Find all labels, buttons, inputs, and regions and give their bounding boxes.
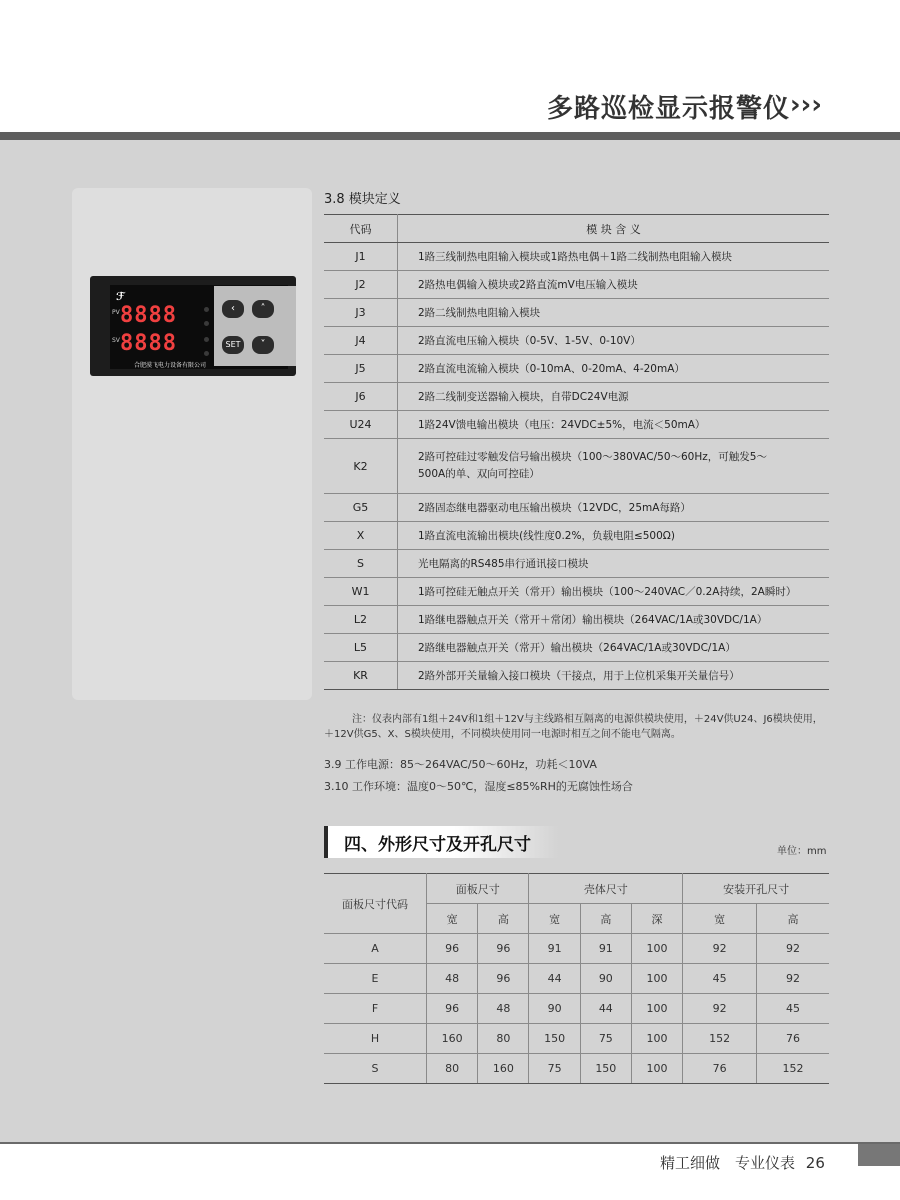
status-led-icon	[204, 351, 209, 356]
module-desc: 2路直流电流输入模块（0-10mA、0-20mA、4-20mA）	[398, 355, 830, 383]
table-cell: 92	[683, 934, 757, 964]
sub-header: 高	[757, 904, 829, 934]
chevron-down-icon: ˅	[252, 336, 274, 354]
table-cell: H	[324, 1024, 427, 1054]
table-cell: 44	[529, 964, 580, 994]
pv-label: PV	[112, 309, 120, 316]
table-cell: 152	[757, 1054, 829, 1084]
dimension-table	[324, 873, 829, 1084]
sub-header: 宽	[427, 904, 478, 934]
device-keypad	[214, 286, 296, 366]
table-cell: 91	[529, 934, 580, 964]
status-led-icon	[204, 321, 209, 326]
column-header-meaning: 模 块 含 义	[398, 215, 830, 243]
table-row	[324, 578, 829, 606]
table-row	[324, 439, 829, 494]
module-code: S	[324, 550, 398, 578]
page-number: 26	[805, 1154, 825, 1172]
table-cell: 45	[757, 994, 829, 1024]
module-desc: 1路可控硅无触点开关（常开）输出模块（100～240VAC／0.2A持续，2A瞬时）	[398, 578, 830, 606]
table-cell: 75	[580, 1024, 631, 1054]
unit-label: 单位：mm	[777, 846, 827, 857]
table-cell: 100	[631, 1054, 682, 1084]
table-cell: 44	[580, 994, 631, 1024]
table-cell: 96	[478, 934, 529, 964]
table-cell: 150	[529, 1024, 580, 1054]
table-row	[324, 634, 829, 662]
module-desc: 2路继电器触点开关（常开）输出模块（264VAC/1A或30VDC/1A）	[398, 634, 830, 662]
module-desc: 2路固态继电器驱动电压输出模块（12VDC，25mA每路）	[398, 494, 830, 522]
module-desc: 2路二线制热电阻输入模块	[398, 299, 830, 327]
module-desc: 2路热电偶输入模块或2路直流mV电压输入模块	[398, 271, 830, 299]
table-row	[324, 1024, 829, 1054]
module-desc: 2路外部开关量输入接口模块（干接点，用于上位机采集开关量信号）	[398, 662, 830, 690]
column-header-code: 面板尺寸代码	[324, 874, 427, 934]
table-cell: 96	[427, 994, 478, 1024]
table-row	[324, 494, 829, 522]
table-row	[324, 994, 829, 1024]
header-divider	[0, 132, 900, 140]
chevron-right-icon: ›››	[789, 90, 822, 120]
table-cell: 80	[427, 1054, 478, 1084]
set-key: SET	[222, 336, 244, 354]
table-row	[324, 327, 829, 355]
table-cell: 76	[683, 1054, 757, 1084]
module-code: J5	[324, 355, 398, 383]
module-code: L2	[324, 606, 398, 634]
sub-header: 宽	[529, 904, 580, 934]
table-cell: 96	[427, 934, 478, 964]
group-header-cutout: 安装开孔尺寸	[683, 874, 829, 904]
module-code: K2	[324, 439, 398, 494]
table-cell: 100	[631, 934, 682, 964]
table-row	[324, 550, 829, 578]
logo-icon: ℱ	[116, 290, 125, 303]
footer-divider	[0, 1142, 900, 1144]
device-brand: 合肥漠飞电力设备有限公司	[134, 362, 207, 369]
table-row	[324, 964, 829, 994]
module-desc: 光电隔离的RS485串行通讯接口模块	[398, 550, 830, 578]
table-row	[324, 355, 829, 383]
module-code: U24	[324, 411, 398, 439]
module-code: G5	[324, 494, 398, 522]
status-led-icon	[204, 337, 209, 342]
sub-header: 深	[631, 904, 682, 934]
table-cell: 75	[529, 1054, 580, 1084]
sub-header: 宽	[683, 904, 757, 934]
table-cell: 160	[427, 1024, 478, 1054]
table-cell: 91	[580, 934, 631, 964]
table-cell: 100	[631, 964, 682, 994]
table-row	[324, 662, 829, 690]
table-cell: S	[324, 1054, 427, 1084]
power-spec: 3.9 工作电源：85～264VAC/50～60Hz，功耗＜10VA	[324, 758, 597, 771]
module-desc: 1路继电器触点开关（常开＋常闭）输出模块（264VAC/1A或30VDC/1A）	[398, 606, 830, 634]
sv-digits: 8888	[120, 331, 177, 356]
group-header-panel: 面板尺寸	[427, 874, 529, 904]
module-code: W1	[324, 578, 398, 606]
module-code: L5	[324, 634, 398, 662]
product-photo	[72, 188, 312, 700]
dimension-section-title: 四、外形尺寸及开孔尺寸	[344, 835, 531, 855]
table-cell: A	[324, 934, 427, 964]
table-cell: E	[324, 964, 427, 994]
table-cell: 48	[427, 964, 478, 994]
table-cell: 160	[478, 1054, 529, 1084]
table-cell: 92	[757, 934, 829, 964]
table-row	[324, 411, 829, 439]
table-cell: 152	[683, 1024, 757, 1054]
group-header-shell: 壳体尺寸	[529, 874, 683, 904]
pv-digits: 8888	[120, 303, 177, 328]
module-desc: 2路直流电压输入模块（0-5V、1-5V、0-10V）	[398, 327, 830, 355]
module-desc: 1路三线制热电阻输入模块或1路热电偶＋1路二线制热电阻输入模块	[398, 243, 830, 271]
module-desc: 2路二线制变送器输入模块，自带DC24V电源	[398, 383, 830, 411]
table-cell: 45	[683, 964, 757, 994]
table-row	[324, 383, 829, 411]
module-desc: 1路24V馈电输出模块（电压：24VDC±5%，电流＜50mA）	[398, 411, 830, 439]
column-header-code: 代码	[324, 215, 398, 243]
module-code: J3	[324, 299, 398, 327]
module-note: 注：仪表内部有1组＋24V和1组＋12V与主线路相互隔离的电源供模块使用，＋24V供U24、J6模块使用，＋12V供G5、X、S模块使用，不同模块使用同一电源时相互之间不能电气隔离。	[324, 714, 823, 740]
table-cell: 92	[757, 964, 829, 994]
module-desc: 1路直流电流输出模块(线性度0.2%，负载电阻≤500Ω)	[398, 522, 830, 550]
table-row	[324, 522, 829, 550]
table-row	[324, 271, 829, 299]
table-cell: 100	[631, 1024, 682, 1054]
footer-slogan: 精工细做 专业仪表 26	[660, 1154, 825, 1172]
table-cell: 100	[631, 994, 682, 1024]
module-table	[324, 214, 829, 690]
table-cell: 80	[478, 1024, 529, 1054]
sub-header: 高	[580, 904, 631, 934]
table-row	[324, 606, 829, 634]
table-cell: 150	[580, 1054, 631, 1084]
table-row	[324, 299, 829, 327]
table-cell: 96	[478, 964, 529, 994]
table-cell: 90	[529, 994, 580, 1024]
module-section-title: 3.8 模块定义	[324, 192, 401, 207]
chevron-up-icon: ˄	[252, 300, 274, 318]
table-cell: 48	[478, 994, 529, 1024]
table-cell: 92	[683, 994, 757, 1024]
module-code: J2	[324, 271, 398, 299]
page-title: 多路巡检显示报警仪	[546, 94, 790, 124]
module-desc: 2路可控硅过零触发信号输出模块（100～380VAC/50～60Hz，可触发5～500A的单、双向可控硅）	[398, 439, 830, 494]
module-code: J1	[324, 243, 398, 271]
sv-label: SV	[112, 337, 120, 344]
chevron-left-icon: ‹	[222, 300, 244, 318]
table-row	[324, 243, 829, 271]
table-row	[324, 934, 829, 964]
module-code: X	[324, 522, 398, 550]
footer-accent-block	[858, 1144, 900, 1166]
sub-header: 高	[478, 904, 529, 934]
status-led-icon	[204, 307, 209, 312]
module-code: J4	[324, 327, 398, 355]
module-code: J6	[324, 383, 398, 411]
table-cell: 76	[757, 1024, 829, 1054]
environment-spec: 3.10 工作环境：温度0～50℃，湿度≤85%RH的无腐蚀性场合	[324, 780, 633, 793]
table-row	[324, 1054, 829, 1084]
table-cell: F	[324, 994, 427, 1024]
module-code: KR	[324, 662, 398, 690]
table-cell: 90	[580, 964, 631, 994]
